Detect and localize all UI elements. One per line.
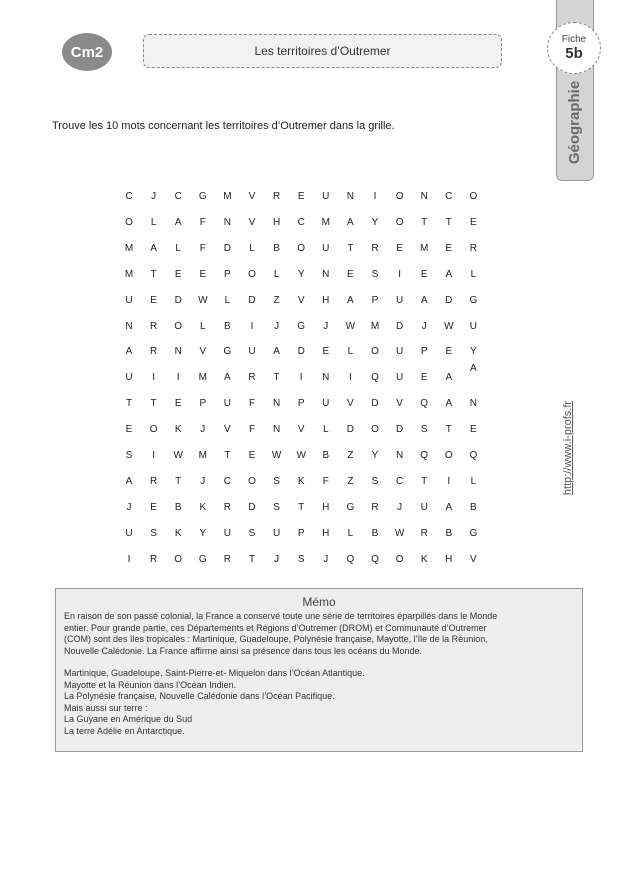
grid-letter: U <box>223 398 231 410</box>
grid-letter: O <box>395 216 404 228</box>
grid-letter: I <box>127 553 131 565</box>
grid-letter: U <box>125 527 133 539</box>
grid-letter: L <box>323 424 329 436</box>
grid-letter: V <box>297 424 305 436</box>
grid-letter: F <box>322 475 329 487</box>
grid-letter: C <box>297 216 305 228</box>
grid-letter: Q <box>420 450 429 461</box>
grid-letter: U <box>322 398 330 410</box>
grid-letter: T <box>175 475 182 487</box>
grid-letter: N <box>420 191 428 202</box>
grid-letter: R <box>149 553 158 565</box>
grid-letter: K <box>174 424 182 436</box>
grid-letter: T <box>421 475 428 487</box>
grid-letter: P <box>297 398 305 410</box>
grid-letter: G <box>198 553 207 565</box>
grid-letter: D <box>297 346 305 358</box>
grid-letter: C <box>395 475 404 487</box>
grid-letter: N <box>469 398 477 410</box>
grid-letter: L <box>273 268 280 280</box>
grid-letter: B <box>445 527 453 539</box>
grid-letter: R <box>420 527 428 539</box>
grid-letter: E <box>125 424 133 436</box>
grid-letter: D <box>445 294 453 306</box>
grid-letter: O <box>174 320 183 332</box>
grid-letter: J <box>151 191 157 202</box>
grid-letter: E <box>174 268 182 280</box>
memo-line: entier. Pour grande partie, ces Départements et Régions d’Outremer (DROM) et Communauté d’Outremer <box>64 622 487 633</box>
grid-letter: J <box>200 424 206 436</box>
grid-letter: I <box>250 320 254 332</box>
page-title: Les territoires d’Outremer <box>143 34 502 68</box>
grid-letter: I <box>398 268 401 280</box>
grid-letter: A <box>150 242 157 254</box>
grid-letter: M <box>321 216 330 228</box>
grid-letter: S <box>125 450 133 461</box>
grid-letter: P <box>420 346 428 358</box>
grid-letter: L <box>175 242 181 254</box>
grid-letter: C <box>125 191 133 202</box>
grid-letter: J <box>323 320 329 332</box>
grid-letter: R <box>149 475 158 487</box>
grid-letter: B <box>322 450 330 461</box>
grid-letter: H <box>322 527 330 539</box>
grid-letter: D <box>248 501 256 513</box>
grid-letter: T <box>248 553 256 565</box>
grid-letter: L <box>150 216 157 228</box>
grid-letter: V <box>396 398 403 410</box>
grid-letter: D <box>395 424 404 436</box>
grid-letter: A <box>125 475 133 487</box>
grid-letter: E <box>445 242 453 254</box>
grid-letter: B <box>224 320 231 332</box>
grid-letter: M <box>370 320 380 332</box>
grid-letter: M <box>223 191 232 202</box>
memo-line: Nouvelle Calédonie. La France affirme ainsi sa présence dans tous les océans du Monde. <box>64 645 423 656</box>
grid-letter: C <box>223 475 231 487</box>
grid-letter: M <box>198 372 207 384</box>
grid-letter: W <box>173 450 183 461</box>
grid-letter: N <box>322 268 330 280</box>
grid-letter: T <box>224 450 231 461</box>
grid-letter: V <box>347 398 354 410</box>
grid-letter: D <box>174 294 182 306</box>
grid-letter: D <box>223 242 231 254</box>
grid-letter: H <box>272 216 281 228</box>
grid-letter: S <box>371 475 379 487</box>
grid-letter: I <box>447 475 451 487</box>
grid-letter: A <box>420 294 428 306</box>
grid-letter: M <box>420 242 429 254</box>
grid-letter: Q <box>371 553 379 565</box>
grid-letter: Q <box>346 553 355 565</box>
grid-letter: J <box>200 475 206 487</box>
grid-letter: J <box>397 501 403 513</box>
grid-letter: Q <box>371 372 379 384</box>
grid-letter: E <box>248 450 256 461</box>
grid-letter: J <box>421 320 427 332</box>
grid-letter: U <box>272 527 281 539</box>
memo-title: Mémo <box>302 595 336 609</box>
grid-letter: T <box>150 398 157 410</box>
grid-letter: E <box>470 216 477 228</box>
level-badge: Cm2 <box>62 33 112 71</box>
grid-letter: E <box>347 268 354 280</box>
grid-letter: V <box>199 346 207 358</box>
grid-letter: K <box>420 553 428 565</box>
grid-letter: K <box>297 475 305 487</box>
grid-letter: V <box>297 294 305 306</box>
grid-letter: R <box>223 501 231 513</box>
grid-letter: O <box>371 346 379 358</box>
memo-list-item: Mayotte et la Réunion dans l’Océan Indien. <box>64 679 237 690</box>
grid-letter: U <box>125 372 133 384</box>
grid-letter: G <box>469 294 478 306</box>
grid-letter: E <box>396 242 403 254</box>
grid-letter: Z <box>347 475 354 487</box>
fiche-number: 5b <box>565 45 583 62</box>
grid-letter: A <box>445 398 453 410</box>
grid-letter: K <box>174 527 182 539</box>
grid-letter: H <box>445 553 453 565</box>
memo-list <box>64 668 574 737</box>
grid-letter: G <box>346 501 355 513</box>
grid-letter: U <box>395 372 404 384</box>
grid-letter: T <box>421 216 428 228</box>
memo-list-item: Mais aussi sur terre : <box>64 702 148 713</box>
grid-letter: Q <box>469 450 478 461</box>
grid-letter: A <box>273 346 280 358</box>
grid-letter: Q <box>420 398 429 410</box>
grid-letter: N <box>322 372 330 384</box>
grid-letter: I <box>299 372 303 384</box>
grid-letter: J <box>323 553 329 565</box>
grid-letter: W <box>296 450 306 461</box>
memo-box <box>55 588 583 752</box>
grid-letter: T <box>125 398 133 410</box>
grid-letter: R <box>272 191 281 202</box>
grid-letter: M <box>198 450 207 461</box>
grid-letter: Y <box>371 450 379 461</box>
fiche-label: Fiche <box>561 34 587 45</box>
subject-text: Géographie <box>566 80 584 164</box>
grid-letter: A <box>445 501 453 513</box>
grid-letter: I <box>152 450 155 461</box>
grid-letter: A <box>445 268 453 280</box>
grid-letter: R <box>371 242 379 254</box>
grid-letter: A <box>445 372 453 384</box>
grid-letter: T <box>150 268 157 280</box>
grid-letter: O <box>149 424 158 436</box>
grid-letter: W <box>198 294 208 306</box>
grid-letter: L <box>470 268 477 280</box>
grid-letter: I <box>349 372 352 384</box>
grid-letter: I <box>152 372 155 384</box>
grid-letter: O <box>248 268 256 280</box>
grid-letter: V <box>248 216 256 228</box>
grid-letter: F <box>199 216 206 228</box>
grid-letter: R <box>469 242 477 254</box>
grid-letter: O <box>395 191 404 202</box>
grid-letter: Y <box>470 346 477 358</box>
grid-letter: M <box>124 242 134 254</box>
grid-letter: L <box>200 320 206 332</box>
memo-list-item: Martinique, Guadeloupe, Saint-Pierre-et- Miquelon dans l’Océan Atlantique. <box>64 668 365 678</box>
grid-letter: D <box>371 398 379 410</box>
grid-letter: E <box>322 346 330 358</box>
grid-letter: R <box>149 346 158 358</box>
grid-letter: G <box>223 346 232 358</box>
grid-letter: P <box>297 527 305 539</box>
grid-letter: B <box>371 527 379 539</box>
grid-letter: O <box>248 475 256 487</box>
grid-letter: N <box>125 320 133 332</box>
grid-letter: U <box>469 320 477 332</box>
memo-paragraph <box>64 611 574 657</box>
grid-letter: W <box>345 320 356 332</box>
grid-letter: N <box>272 398 281 410</box>
grid-letter: B <box>273 242 280 254</box>
grid-letter: E <box>470 424 477 436</box>
grid-letter: U <box>223 527 231 539</box>
grid-letter: A <box>125 346 133 358</box>
grid-letter: A <box>347 294 354 306</box>
grid-letter: I <box>176 372 180 384</box>
grid-letter: S <box>371 268 379 280</box>
memo-line: En raison de son passé colonial, la France a conservé toute une série de territoires éparpillés dans le Monde <box>64 611 498 621</box>
memo-list-item: La Polynésie française, Nouvelle Calédonie dans l’Océan Pacifique. <box>64 691 335 701</box>
memo-line: (COM) sont des îles tropicales : Martinique, Guadeloupe, Polynésie française, Mayotte, l’île de la Réunion, <box>64 634 488 644</box>
grid-letter: N <box>272 424 281 436</box>
grid-letter: W <box>394 527 405 539</box>
memo-list-item: La terre Adélie en Antarctique. <box>64 725 185 736</box>
grid-letter: B <box>470 501 477 513</box>
grid-letter: O <box>395 553 404 565</box>
grid-letter: E <box>420 268 428 280</box>
grid-letter: J <box>274 320 280 332</box>
grid-letter: D <box>395 320 404 332</box>
grid-letter: T <box>445 424 452 436</box>
grid-letter: P <box>371 294 379 306</box>
grid-letter: W <box>444 320 454 332</box>
grid-letter: A <box>470 363 477 375</box>
grid-letter: S <box>420 424 428 436</box>
grid-letter: O <box>174 553 183 565</box>
grid-letter: G <box>469 527 478 539</box>
grid-letter: T <box>298 501 305 513</box>
grid-letter: U <box>395 346 404 358</box>
grid-letter: E <box>150 501 157 513</box>
grid-letter: U <box>420 501 428 513</box>
memo-list-item: La Guyane en Amérique du Sud <box>64 714 193 724</box>
grid-letter: H <box>322 501 330 513</box>
grid-letter: E <box>174 398 182 410</box>
grid-letter: S <box>248 527 256 539</box>
grid-letter: R <box>149 320 158 332</box>
grid-letter: O <box>125 216 133 228</box>
grid-letter: F <box>248 398 256 410</box>
grid-letter: U <box>248 346 256 358</box>
grid-letter: S <box>273 475 280 487</box>
grid-letter: B <box>174 501 182 513</box>
grid-letter: O <box>297 242 306 254</box>
grid-letter: L <box>224 294 231 306</box>
grid-letter: C <box>174 191 182 202</box>
grid-letter: E <box>420 372 428 384</box>
grid-letter: D <box>346 424 354 436</box>
grid-letter: R <box>223 553 231 565</box>
grid-letter: V <box>248 191 256 202</box>
grid-letter: Z <box>273 294 280 306</box>
grid-letter: Y <box>371 216 379 228</box>
grid-letter: E <box>199 268 207 280</box>
grid-letter: R <box>248 372 256 384</box>
grid-letter: O <box>371 424 379 436</box>
grid-letter: N <box>174 346 182 358</box>
grid-letter: L <box>249 242 255 254</box>
grid-letter: T <box>273 372 280 384</box>
grid-letter: L <box>470 475 477 487</box>
website-text[interactable]: http://www.i-profs.fr <box>562 400 575 495</box>
grid-letter: E <box>297 191 305 202</box>
grid-letter: U <box>395 294 404 306</box>
grid-letter: S <box>150 527 157 539</box>
grid-letter: Y <box>199 527 207 539</box>
grid-letter: C <box>445 191 453 202</box>
grid-letter: S <box>297 553 305 565</box>
grid-letter: F <box>248 424 256 436</box>
grid-letter: A <box>224 372 231 384</box>
grid-letter: U <box>322 242 330 254</box>
grid-letter: D <box>248 294 256 306</box>
grid-letter: G <box>198 191 207 202</box>
grid-letter: M <box>124 268 134 280</box>
grid-letter: P <box>224 268 231 280</box>
grid-letter: G <box>297 320 306 332</box>
grid-letter: R <box>371 501 379 513</box>
website-link[interactable] <box>558 385 578 510</box>
grid-letter: U <box>125 294 133 306</box>
grid-letter: Y <box>297 268 305 280</box>
grid-letter: W <box>271 450 282 461</box>
instruction-text: Trouve les 10 mots concernant les territoires d’Outremer dans la grille. <box>52 120 395 132</box>
grid-letter: E <box>150 294 157 306</box>
grid-letter: U <box>322 191 330 202</box>
grid-letter: I <box>373 191 377 202</box>
grid-letter: L <box>347 346 354 358</box>
grid-letter: N <box>346 191 354 202</box>
grid-letter: T <box>445 216 452 228</box>
grid-letter: V <box>224 424 231 436</box>
grid-letter: K <box>199 501 207 513</box>
grid-letter: F <box>199 242 206 254</box>
grid-letter: N <box>395 450 404 461</box>
grid-letter: A <box>174 216 182 228</box>
grid-letter: O <box>444 450 453 461</box>
grid-letter: L <box>347 527 354 539</box>
grid-letter: O <box>469 191 478 202</box>
grid-letter: S <box>273 501 280 513</box>
grid-letter: E <box>445 346 453 358</box>
grid-letter: H <box>322 294 330 306</box>
grid-letter: Z <box>347 450 354 461</box>
grid-letter: V <box>470 553 477 565</box>
grid-letter: T <box>347 242 354 254</box>
grid-letter: P <box>199 398 207 410</box>
grid-letter: J <box>274 553 280 565</box>
grid-letter: A <box>347 216 354 228</box>
grid-letter: N <box>223 216 231 228</box>
grid-letter: J <box>126 501 132 513</box>
